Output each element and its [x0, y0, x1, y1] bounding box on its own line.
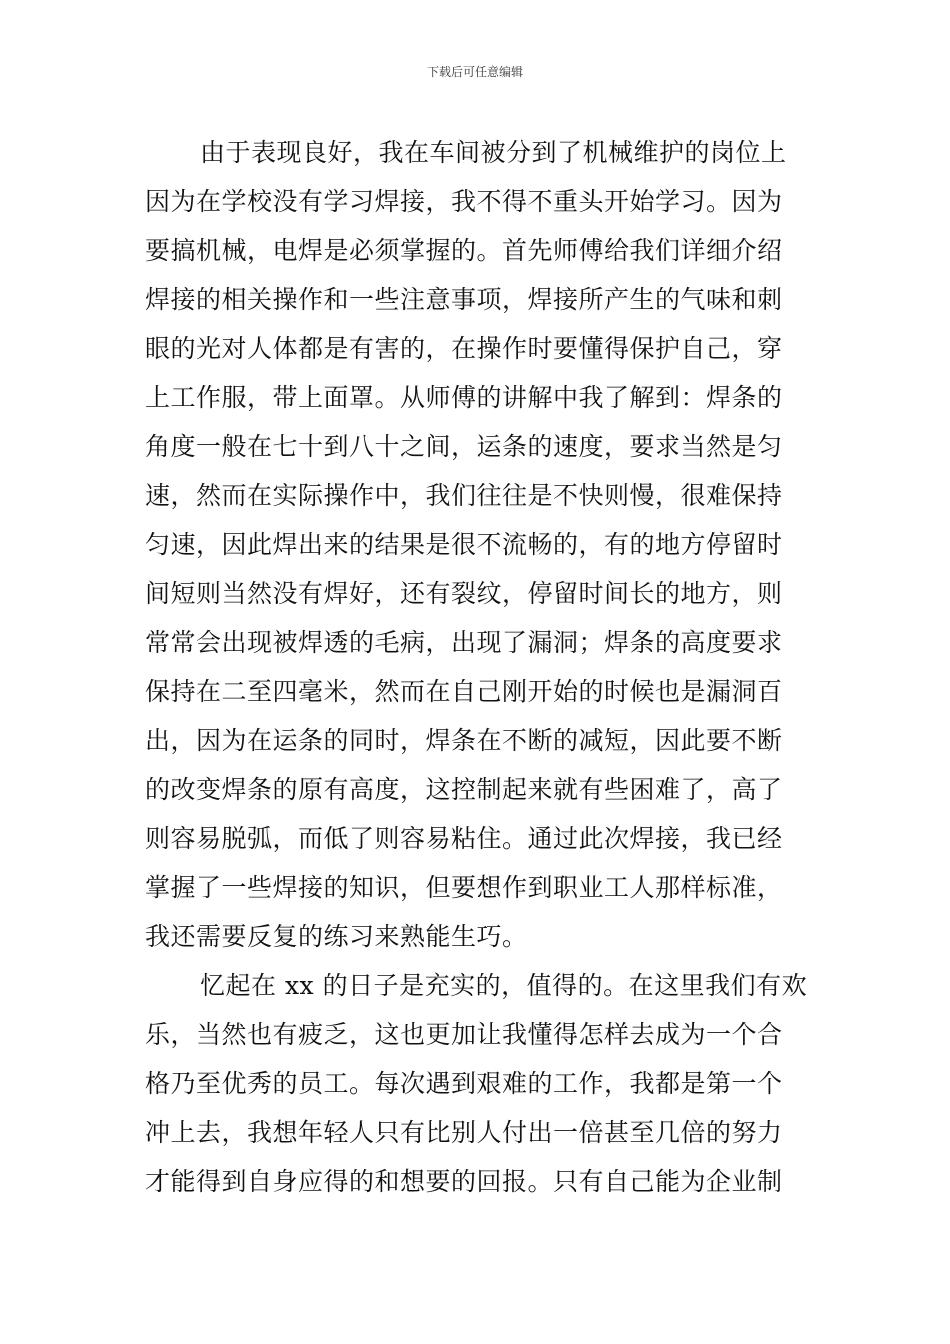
text-line: 乐，当然也有疲乏，这也更加让我懂得怎样去成为一个合: [145, 1020, 783, 1049]
text-line: 间短则当然没有焊好，还有裂纹，停留时间长的地方，则: [145, 579, 783, 608]
text-line: 保持在二至四毫米，然而在自己刚开始的时候也是漏洞百: [145, 677, 783, 706]
text-line: 我还需要反复的练习来熟能生巧。: [145, 922, 528, 951]
text-line: 上工作服，带上面罩。从师傅的讲解中我了解到：焊条的: [145, 383, 783, 412]
text-line: 才能得到自身应得的和想要的回报。只有自己能为企业制: [145, 1167, 783, 1196]
text-line: 的改变焊条的原有高度，这控制起来就有些困难了，高了: [145, 775, 783, 804]
text-line: 常常会出现被焊透的毛病，出现了漏洞；焊条的高度要求: [145, 628, 783, 657]
text-line: 因为在学校没有学习焊接，我不得不重头开始学习。因为: [145, 187, 783, 216]
text-line: 出，因为在运条的同时，焊条在不断的减短，因此要不断: [145, 726, 783, 755]
text-line: 冲上去，我想年轻人只有比别人付出一倍甚至几倍的努力: [145, 1118, 783, 1147]
text-line: 眼的光对人体都是有害的，在操作时要懂得保护自己，穿: [145, 334, 783, 363]
text-line: 速，然而在实际操作中，我们往往是不快则慢，很难保持: [145, 481, 783, 510]
text-line: 由于表现良好，我在车间被分到了机械维护的岗位上: [200, 138, 787, 167]
text-line: 角度一般在七十到八十之间，运条的速度，要求当然是匀: [145, 432, 783, 461]
text-line: 匀速，因此焊出来的结果是很不流畅的，有的地方停留时: [145, 530, 783, 559]
body-text: [145, 128, 809, 1206]
text-line: 格乃至优秀的员工。每次遇到艰难的工作，我都是第一个: [145, 1069, 783, 1098]
paragraph-1: [145, 128, 809, 961]
text-line: 要搞机械，电焊是必须掌握的。首先师傅给我们详细介绍: [145, 236, 783, 265]
text-line: 焊接的相关操作和一些注意事项，焊接所产生的气味和刺: [145, 285, 783, 314]
paragraph-2: [145, 961, 809, 1206]
text-line: 掌握了一些焊接的知识，但要想作到职业工人那样标准，: [145, 873, 783, 902]
text-line: 则容易脱弧，而低了则容易粘住。通过此次焊接，我已经: [145, 824, 783, 853]
header-note: 下载后可任意编辑: [426, 65, 523, 79]
text-line: 忆起在 xx 的日子是充实的，值得的。在这里我们有欢: [200, 971, 808, 1000]
